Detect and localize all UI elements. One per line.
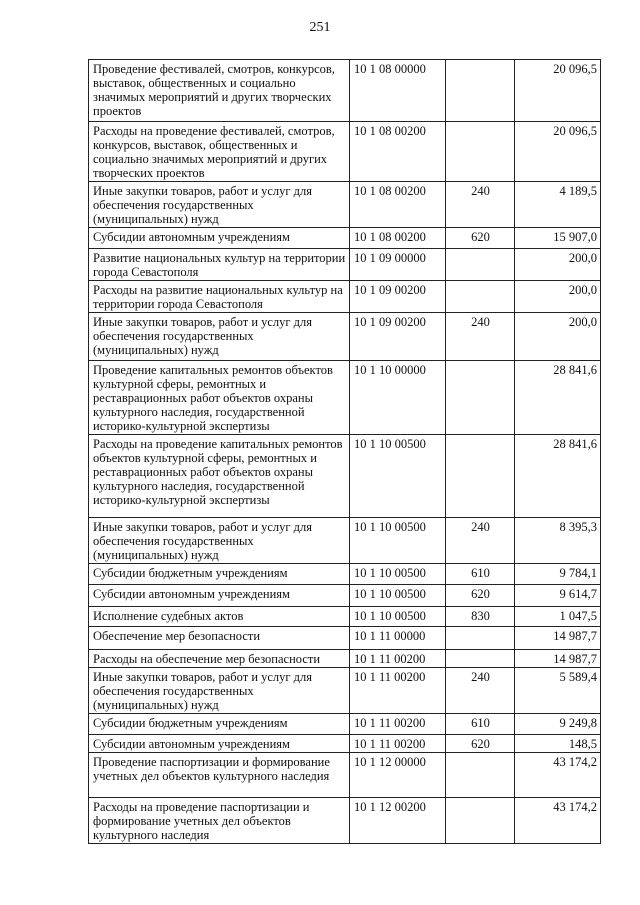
row-expense-type: 610 (446, 714, 514, 735)
row-code: 10 1 12 00200 (350, 798, 446, 844)
row-expense-type: 610 (446, 564, 514, 585)
row-name: Иные закупки товаров, работ и услуг для обеспечения государственных (муниципальных) нужд (89, 668, 350, 714)
table-row (89, 228, 601, 249)
row-expense-type: 620 (446, 228, 514, 249)
row-amount: 43 174,2 (514, 753, 600, 798)
row-expense-type (446, 435, 514, 518)
row-name: Субсидии автономным учреждениям (89, 585, 350, 607)
row-code: 10 1 08 00000 (350, 60, 446, 122)
row-amount: 4 189,5 (514, 182, 600, 228)
row-code: 10 1 10 00500 (350, 518, 446, 564)
row-code: 10 1 10 00000 (350, 361, 446, 435)
row-code: 10 1 10 00500 (350, 435, 446, 518)
row-amount: 43 174,2 (514, 798, 600, 844)
row-expense-type (446, 60, 514, 122)
row-expense-type: 240 (446, 668, 514, 714)
row-name: Обеспечение мер безопасности (89, 627, 350, 650)
row-expense-type (446, 650, 514, 668)
row-code: 10 1 11 00000 (350, 627, 446, 650)
row-code: 10 1 11 00200 (350, 650, 446, 668)
row-name: Исполнение судебных актов (89, 607, 350, 627)
row-code: 10 1 08 00200 (350, 122, 446, 182)
row-expense-type (446, 627, 514, 650)
row-expense-type (446, 249, 514, 281)
table-row (89, 435, 601, 518)
row-code: 10 1 09 00200 (350, 281, 446, 313)
table-row (89, 313, 601, 361)
table-row (89, 585, 601, 607)
table-row (89, 753, 601, 798)
row-expense-type (446, 122, 514, 182)
row-code: 10 1 09 00200 (350, 313, 446, 361)
row-name: Расходы на проведение капитальных ремонтов объектов культурной сферы, ремонтных и реставрационных работ объектов охраны культурного наследия, государственной историко-культурной экспертизы (89, 435, 350, 518)
row-name: Расходы на обеспечение мер безопасности (89, 650, 350, 668)
row-code: 10 1 11 00200 (350, 668, 446, 714)
row-code: 10 1 12 00000 (350, 753, 446, 798)
row-amount: 1 047,5 (514, 607, 600, 627)
row-name: Иные закупки товаров, работ и услуг для обеспечения государственных (муниципальных) нужд (89, 518, 350, 564)
row-amount: 28 841,6 (514, 361, 600, 435)
row-name: Субсидии автономным учреждениям (89, 735, 350, 753)
row-expense-type (446, 753, 514, 798)
row-name: Проведение паспортизации и формирование учетных дел объектов культурного наследия (89, 753, 350, 798)
row-expense-type: 240 (446, 313, 514, 361)
row-code: 10 1 10 00500 (350, 585, 446, 607)
row-amount: 148,5 (514, 735, 600, 753)
row-name: Субсидии бюджетным учреждениям (89, 714, 350, 735)
row-expense-type: 240 (446, 182, 514, 228)
row-expense-type: 620 (446, 585, 514, 607)
table-row (89, 668, 601, 714)
row-name: Субсидии автономным учреждениям (89, 228, 350, 249)
row-name: Расходы на проведение паспортизации и формирование учетных дел объектов культурного наследия (89, 798, 350, 844)
row-amount: 200,0 (514, 249, 600, 281)
row-name: Расходы на проведение фестивалей, смотров, конкурсов, выставок, общественных и социально значимых мероприятий и других творческих проектов (89, 122, 350, 182)
row-name: Субсидии бюджетным учреждениям (89, 564, 350, 585)
row-amount: 8 395,3 (514, 518, 600, 564)
row-name: Проведение капитальных ремонтов объектов культурной сферы, ремонтных и реставрационных работ объектов охраны культурного наследия, государственной историко-культурной экспертизы (89, 361, 350, 435)
table-row (89, 564, 601, 585)
row-amount: 14 987,7 (514, 627, 600, 650)
row-code: 10 1 10 00500 (350, 564, 446, 585)
row-amount: 200,0 (514, 281, 600, 313)
table-row (89, 361, 601, 435)
table-row (89, 281, 601, 313)
row-amount: 14 987,7 (514, 650, 600, 668)
row-amount: 20 096,5 (514, 122, 600, 182)
row-name: Расходы на развитие национальных культур на территории города Севастополя (89, 281, 350, 313)
row-name: Развитие национальных культур на территории города Севастополя (89, 249, 350, 281)
row-amount: 9 784,1 (514, 564, 600, 585)
table-row (89, 607, 601, 627)
table-row (89, 122, 601, 182)
table-row (89, 60, 601, 122)
page-number: 251 (309, 20, 331, 35)
row-expense-type (446, 798, 514, 844)
row-code: 10 1 11 00200 (350, 714, 446, 735)
table-row (89, 182, 601, 228)
row-amount: 20 096,5 (514, 60, 600, 122)
row-code: 10 1 10 00500 (350, 607, 446, 627)
row-amount: 28 841,6 (514, 435, 600, 518)
row-code: 10 1 08 00200 (350, 228, 446, 249)
table-row (89, 798, 601, 844)
table-row (89, 650, 601, 668)
row-expense-type: 620 (446, 735, 514, 753)
row-amount: 200,0 (514, 313, 600, 361)
row-expense-type (446, 281, 514, 313)
row-name: Иные закупки товаров, работ и услуг для обеспечения государственных (муниципальных) нужд (89, 182, 350, 228)
row-code: 10 1 11 00200 (350, 735, 446, 753)
row-name: Проведение фестивалей, смотров, конкурсов, выставок, общественных и социально значимых мероприятий и других творческих проектов (89, 60, 350, 122)
table-row (89, 249, 601, 281)
row-amount: 9 249,8 (514, 714, 600, 735)
row-amount: 5 589,4 (514, 668, 600, 714)
row-code: 10 1 08 00200 (350, 182, 446, 228)
row-amount: 9 614,7 (514, 585, 600, 607)
row-code: 10 1 09 00000 (350, 249, 446, 281)
row-expense-type: 240 (446, 518, 514, 564)
row-amount: 15 907,0 (514, 228, 600, 249)
table-row (89, 627, 601, 650)
budget-table-body (89, 60, 601, 844)
row-expense-type: 830 (446, 607, 514, 627)
table-row (89, 735, 601, 753)
row-name: Иные закупки товаров, работ и услуг для обеспечения государственных (муниципальных) нужд (89, 313, 350, 361)
budget-table (88, 59, 601, 844)
table-row (89, 714, 601, 735)
table-row (89, 518, 601, 564)
row-expense-type (446, 361, 514, 435)
